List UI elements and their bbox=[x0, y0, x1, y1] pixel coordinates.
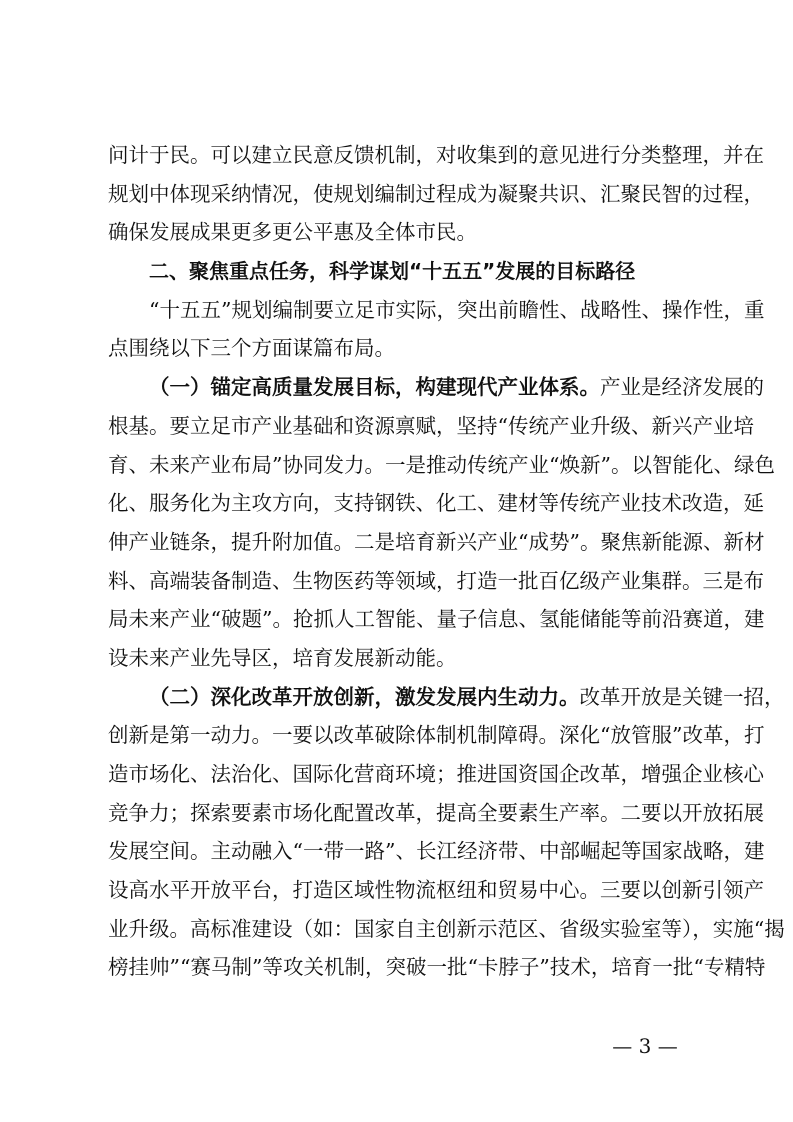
text-run: 产业是经济发展的 bbox=[600, 375, 764, 400]
text-line: 化、服务化为主攻方向，支持钢铁、化工、建材等传统产业技术改造，延 bbox=[108, 491, 764, 516]
text-line: 育、未来产业布局”协同发力。一是推动传统产业“焕新”。以智能化、绿色 bbox=[108, 452, 775, 477]
text-line-with-subheading bbox=[108, 678, 785, 717]
text-line: 设未来产业先导区，培育发展新动能。 bbox=[108, 645, 457, 670]
text-line: “十五五”规划编制要立足市实际，突出前瞻性、战略性、操作性，重 bbox=[149, 297, 765, 322]
text-line: 伸产业链条，提升附加值。二是培育新兴产业“成势”。聚焦新能源、新材 bbox=[108, 529, 765, 554]
text-line: 设高水平开放平台，打造区域性物流枢纽和贸易中心。三要以创新引领产 bbox=[108, 878, 764, 903]
text-line: 创新是第一动力。一要以改革破除体制机制障碍。深化“放管服”改革，打 bbox=[108, 723, 765, 748]
text-line-with-subheading bbox=[108, 368, 764, 407]
page-number: — 3 — bbox=[612, 1034, 678, 1058]
text-line: 发展空间。主动融入“一带一路”、长江经济带、中部崛起等国家战略，建 bbox=[108, 839, 765, 864]
text-line: 规划中体现采纳情况，使规划编制过程成为凝聚共识、汇聚民智的过程， bbox=[108, 181, 764, 206]
paragraph-2 bbox=[108, 291, 765, 368]
text-line: 局未来产业“破题”。抢抓人工智能、量子信息、氢能储能等前沿赛道，建 bbox=[108, 607, 765, 632]
subheading: （二）深化改革开放创新，激发发展内生动力。 bbox=[149, 684, 580, 709]
text-line: 榜挂帅”“赛马制”等攻关机制，突破一批“卡脖子”技术，培育一批“专精特 bbox=[108, 955, 766, 980]
text-run: 改革开放是关键一招， bbox=[579, 684, 785, 709]
text-line: 业升级。高标准建设（如：国家自主创新示范区、省级实验室等），实施“揭 bbox=[108, 916, 785, 941]
document-body bbox=[108, 136, 785, 987]
text-line: 根基。要立足市产业基础和资源禀赋，坚持“传统产业升级、新兴产业培 bbox=[108, 413, 754, 438]
text-line: 确保发展成果更多更公平惠及全体市民。 bbox=[108, 220, 477, 245]
paragraph-1 bbox=[108, 136, 764, 252]
section-heading: 二、聚焦重点任务，科学谋划“十五五”发展的目标路径 bbox=[149, 259, 636, 284]
text-line: 料、高端装备制造、生物医药等领域，打造一批百亿级产业集群。三是布 bbox=[108, 568, 764, 593]
paragraph-4 bbox=[108, 678, 785, 988]
text-line: 点围绕以下三个方面谋篇布局。 bbox=[108, 336, 395, 361]
text-line: 造市场化、法治化、国际化营商环境；推进国资国企改革，增强企业核心 bbox=[108, 762, 764, 786]
text-line: 问计于民。可以建立民意反馈机制，对收集到的意见进行分类整理，并在 bbox=[108, 143, 764, 167]
paragraph-3 bbox=[108, 368, 775, 678]
subheading: （一）锚定高质量发展目标，构建现代产业体系。 bbox=[149, 375, 600, 400]
text-line: 竞争力；探索要素市场化配置改革，提高全要素生产率。二要以开放拓展 bbox=[108, 800, 764, 825]
